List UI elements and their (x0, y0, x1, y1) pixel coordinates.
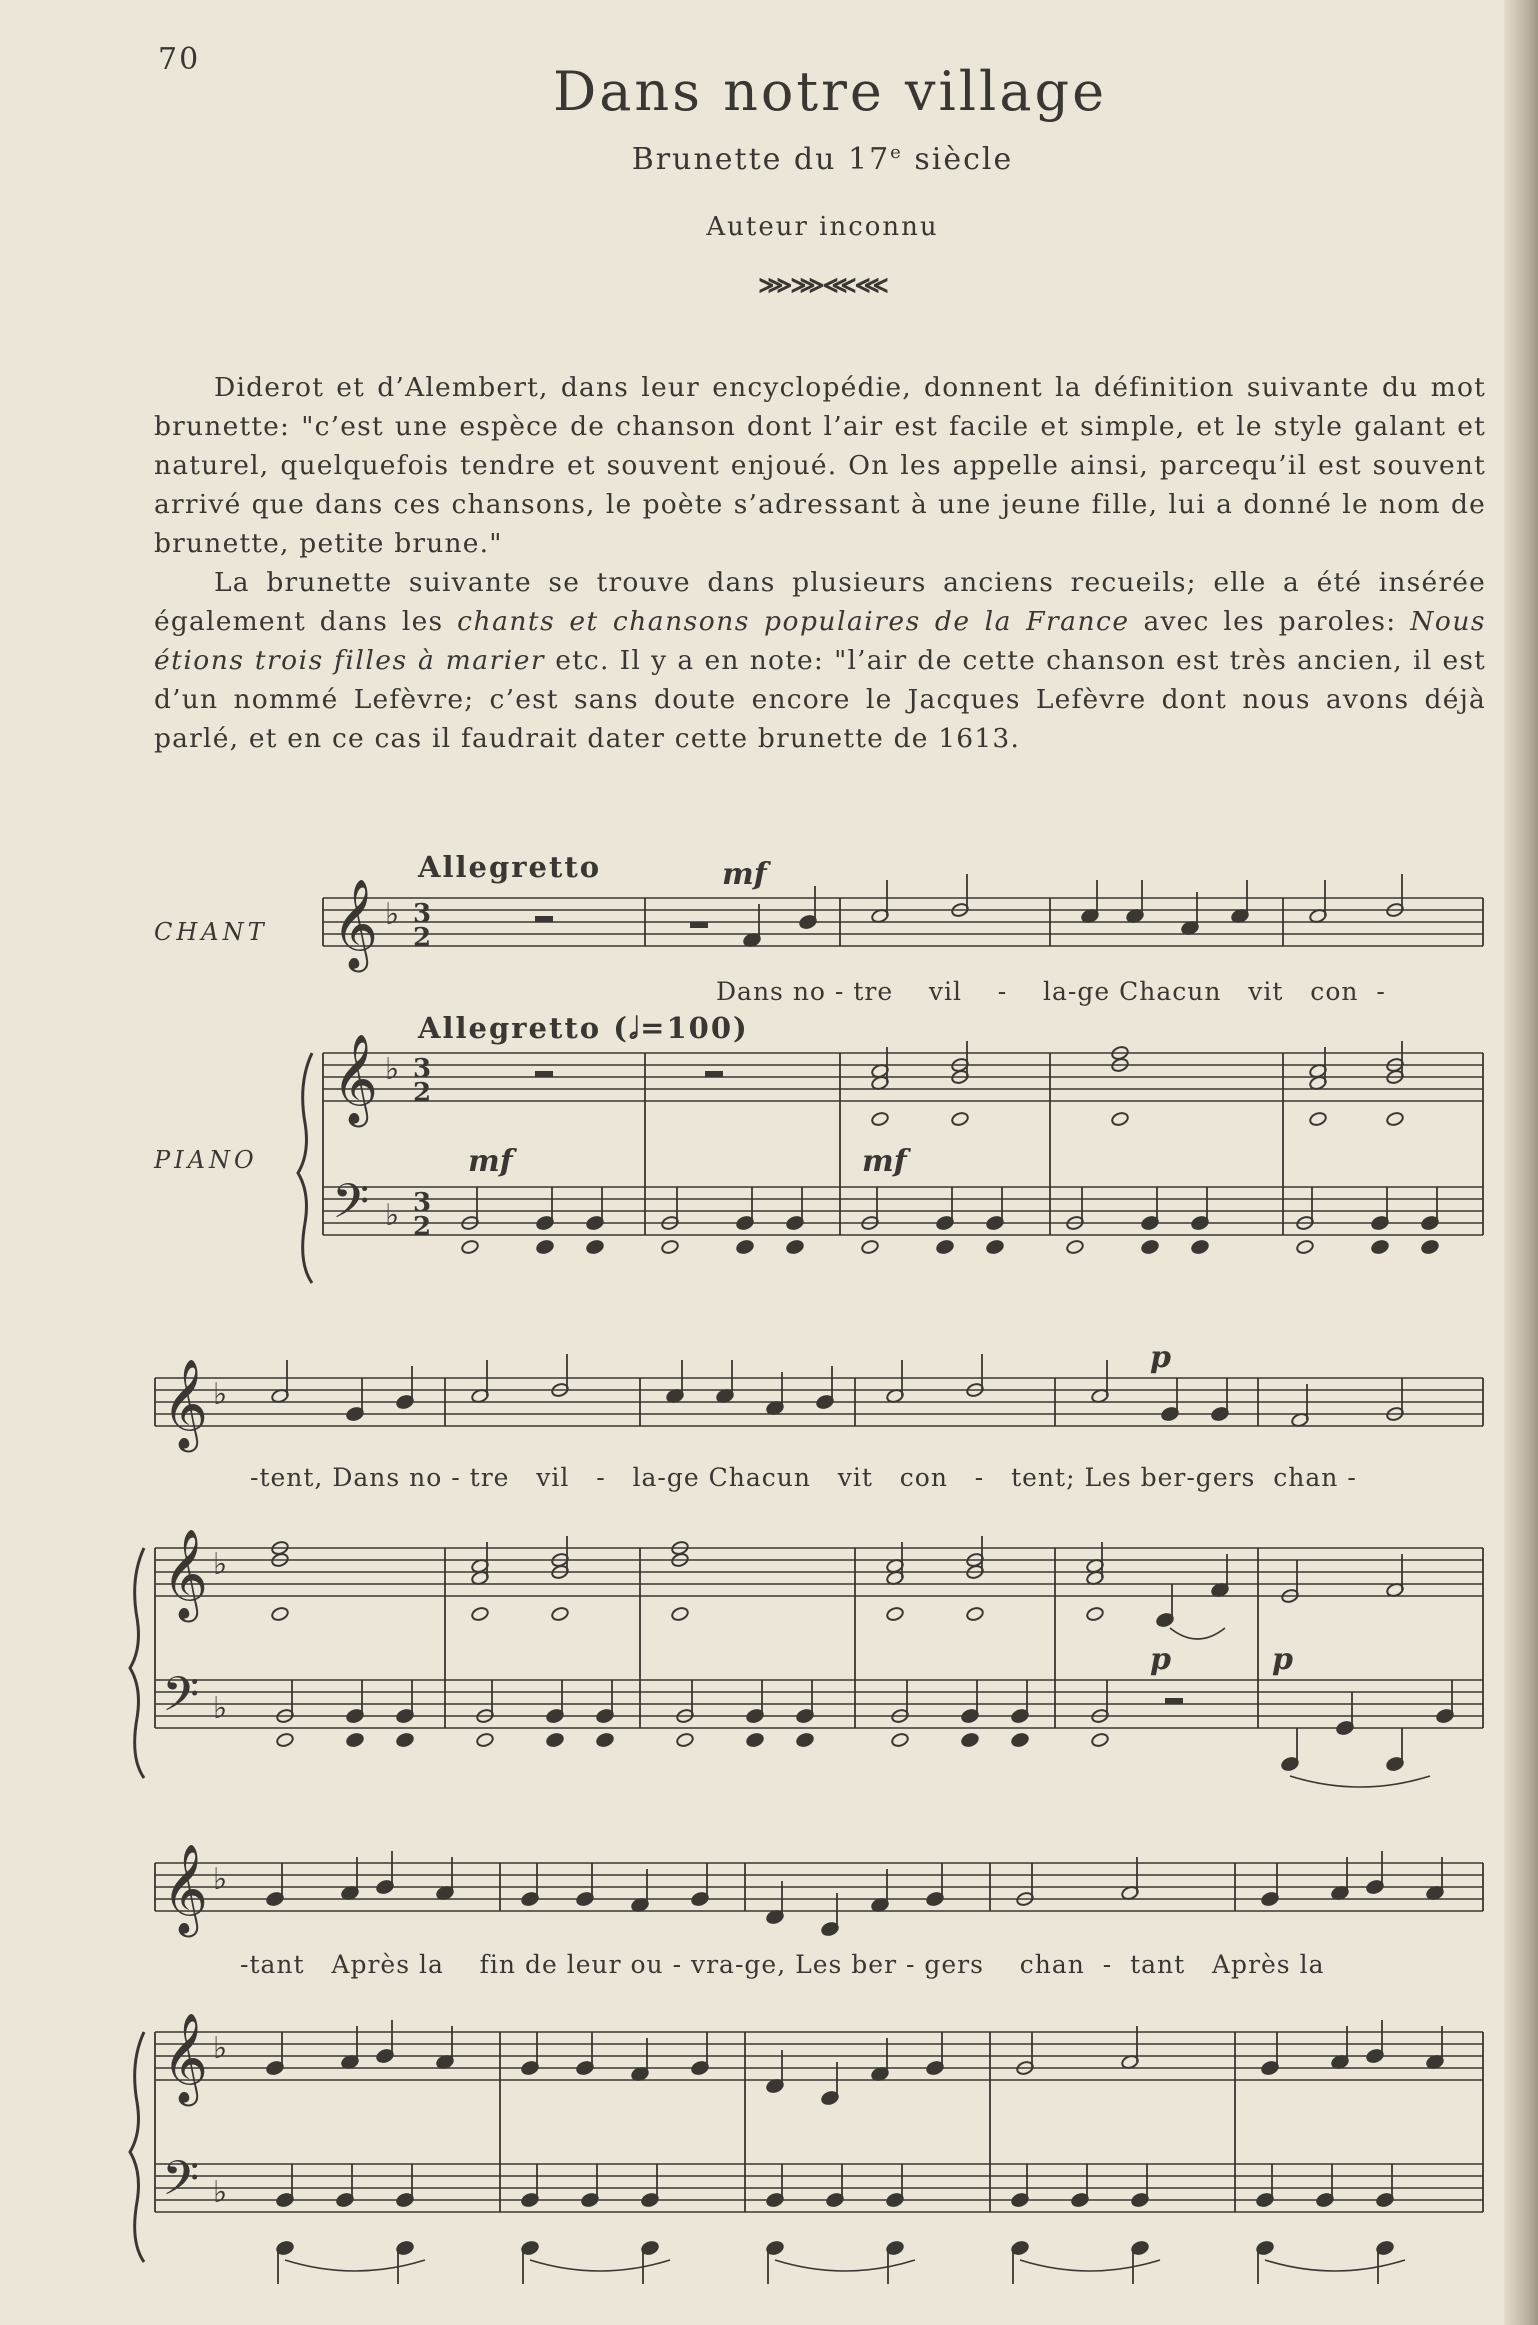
note-head (746, 1732, 765, 1748)
note-head (861, 1239, 880, 1255)
note-head (1091, 1732, 1110, 1748)
note-head (396, 1732, 415, 1748)
slur (1265, 2260, 1405, 2271)
time-signature: 3 (413, 1188, 432, 1218)
note-head (1191, 1239, 1210, 1255)
treble-clef: 𝄞 (162, 1844, 209, 1934)
note-head (271, 1606, 290, 1622)
note-head (936, 1239, 955, 1255)
note-head (1421, 1239, 1440, 1255)
note-head (796, 1732, 815, 1748)
slur (775, 2260, 915, 2271)
song-subtitle: Brunette du 17e siècle (631, 142, 1014, 177)
flat-sign: ♭ (213, 1862, 228, 1897)
note-head (1309, 1111, 1328, 1127)
note-head (1011, 1732, 1030, 1748)
treble-clef: 𝄞 (162, 2013, 209, 2103)
rest (1165, 1698, 1183, 1704)
flat-sign: ♭ (213, 2031, 228, 2066)
dynamic-mf: mf (722, 857, 767, 892)
song-author: Auteur inconnu (706, 212, 939, 242)
note-head (1111, 1111, 1130, 1127)
note-head (951, 1111, 970, 1127)
dynamic-p: p (1150, 1340, 1171, 1375)
bass-clef: 𝄢 (332, 1173, 370, 1241)
rest (705, 1071, 723, 1077)
song-title: Dans notre village (552, 60, 1108, 123)
flat-sign: ♭ (213, 1691, 228, 1726)
time-signature: 2 (413, 923, 432, 953)
note-head (986, 1239, 1005, 1255)
note-head (871, 1111, 890, 1127)
flat-sign: ♭ (385, 1052, 400, 1087)
flat-sign: ♭ (213, 2175, 228, 2210)
time-signature: 2 (413, 1212, 432, 1242)
paragraph-1: Diderot et d’Alembert, dans leur encyclopédie, donnent la définition suivante du mot brunette: "c’est une espèce de chanson dont l’air est facile et simple, et le style galant et naturel, quelquefois tendre et souvent enjoué. On les appelle ainsi, parcequ’il est souvent arrivé que dans ces chansons, le poète s’adressant à une jeune fille, lui a donné le nom de brunette, petite brune." (154, 372, 1486, 559)
slur (285, 2260, 425, 2271)
note-head (676, 1732, 695, 1748)
note-head (1386, 1111, 1405, 1127)
dynamic-p: p (1150, 1642, 1171, 1677)
note-head (736, 1239, 755, 1255)
lyrics-line-1: Dans no - tre vil - la-ge Chacun vit con - (716, 977, 1386, 1006)
note-head (551, 1606, 570, 1622)
note-head (961, 1732, 980, 1748)
note-head (461, 1239, 480, 1255)
piano-brace (130, 2032, 144, 2262)
rest (535, 1071, 553, 1077)
tempo-marking-chant: Allegretto (418, 850, 602, 884)
note-head (346, 1732, 365, 1748)
piano-brace (298, 1053, 312, 1283)
note-head (1066, 1239, 1085, 1255)
time-signature: 3 (413, 1054, 432, 1084)
note-head (546, 1732, 565, 1748)
flat-sign: ♭ (385, 1198, 400, 1233)
note-head (1141, 1239, 1160, 1255)
bass-clef: 𝄢 (162, 2150, 200, 2218)
slur (1020, 2260, 1160, 2271)
piano-brace (130, 1548, 144, 1778)
treble-clef: 𝄞 (162, 1529, 209, 1619)
chant-label: CHANT (154, 918, 268, 946)
note-head (786, 1239, 805, 1255)
lyrics-line-3: -tant Après la fin de leur ou - vra-ge, Les ber - gers chan - tant Après la (240, 1950, 1325, 1979)
tempo-marking-piano: Allegretto (𝅗𝅥=100) (418, 1011, 749, 1045)
page-number: 70 (158, 42, 201, 77)
note-head (471, 1606, 490, 1622)
flat-sign: ♭ (213, 1377, 228, 1412)
note-head (476, 1732, 495, 1748)
note-head (1296, 1239, 1315, 1255)
note-head (586, 1239, 605, 1255)
rest (535, 916, 553, 922)
note-head (966, 1606, 985, 1622)
note-head (1086, 1606, 1105, 1622)
time-signature: 3 (413, 899, 432, 929)
treble-clef: 𝄞 (162, 1359, 209, 1449)
slur (1170, 1628, 1225, 1639)
note-head (276, 1732, 295, 1748)
piano-label: PIANO (154, 1146, 258, 1174)
lyrics-line-2: -tent, Dans no - tre vil - la-ge Chacun vit con - tent; Les ber-gers chan - (250, 1463, 1357, 1492)
flat-sign: ♭ (385, 897, 400, 932)
note-head (1371, 1239, 1390, 1255)
slur (1290, 1776, 1430, 1787)
time-signature: 2 (413, 1078, 432, 1108)
dynamic-p: p (1272, 1642, 1293, 1677)
treble-clef: 𝄞 (332, 879, 379, 969)
note-head (661, 1239, 680, 1255)
dynamic-mf: mf (862, 1144, 907, 1179)
paragraph-2: La brunette suivante se trouve dans plusieurs anciens recueils; elle a été insérée également dans les chants et chansons populaires de la France avec les paroles: Nous étions trois filles à marier etc. Il y a en note: "l’air de cette chanson est très ancien, il est d’un nommé Lefèvre; c’est sans doute encore le Jacques Lefèvre dont nous avons déjà parlé, et en ce cas il faudrait dater cette brunette de 1613. (154, 567, 1487, 754)
treble-clef: 𝄞 (332, 1034, 379, 1124)
dynamic-mf: mf (468, 1144, 513, 1179)
note-head (891, 1732, 910, 1748)
note-head (596, 1732, 615, 1748)
flat-sign: ♭ (213, 1547, 228, 1582)
note-head (671, 1606, 690, 1622)
ornament-divider: ⋙⋙⋘⋘ (758, 270, 887, 299)
note-head (536, 1239, 555, 1255)
slur (530, 2260, 670, 2271)
note-head (886, 1606, 905, 1622)
bass-clef: 𝄢 (162, 1666, 200, 1734)
rest (690, 922, 708, 928)
